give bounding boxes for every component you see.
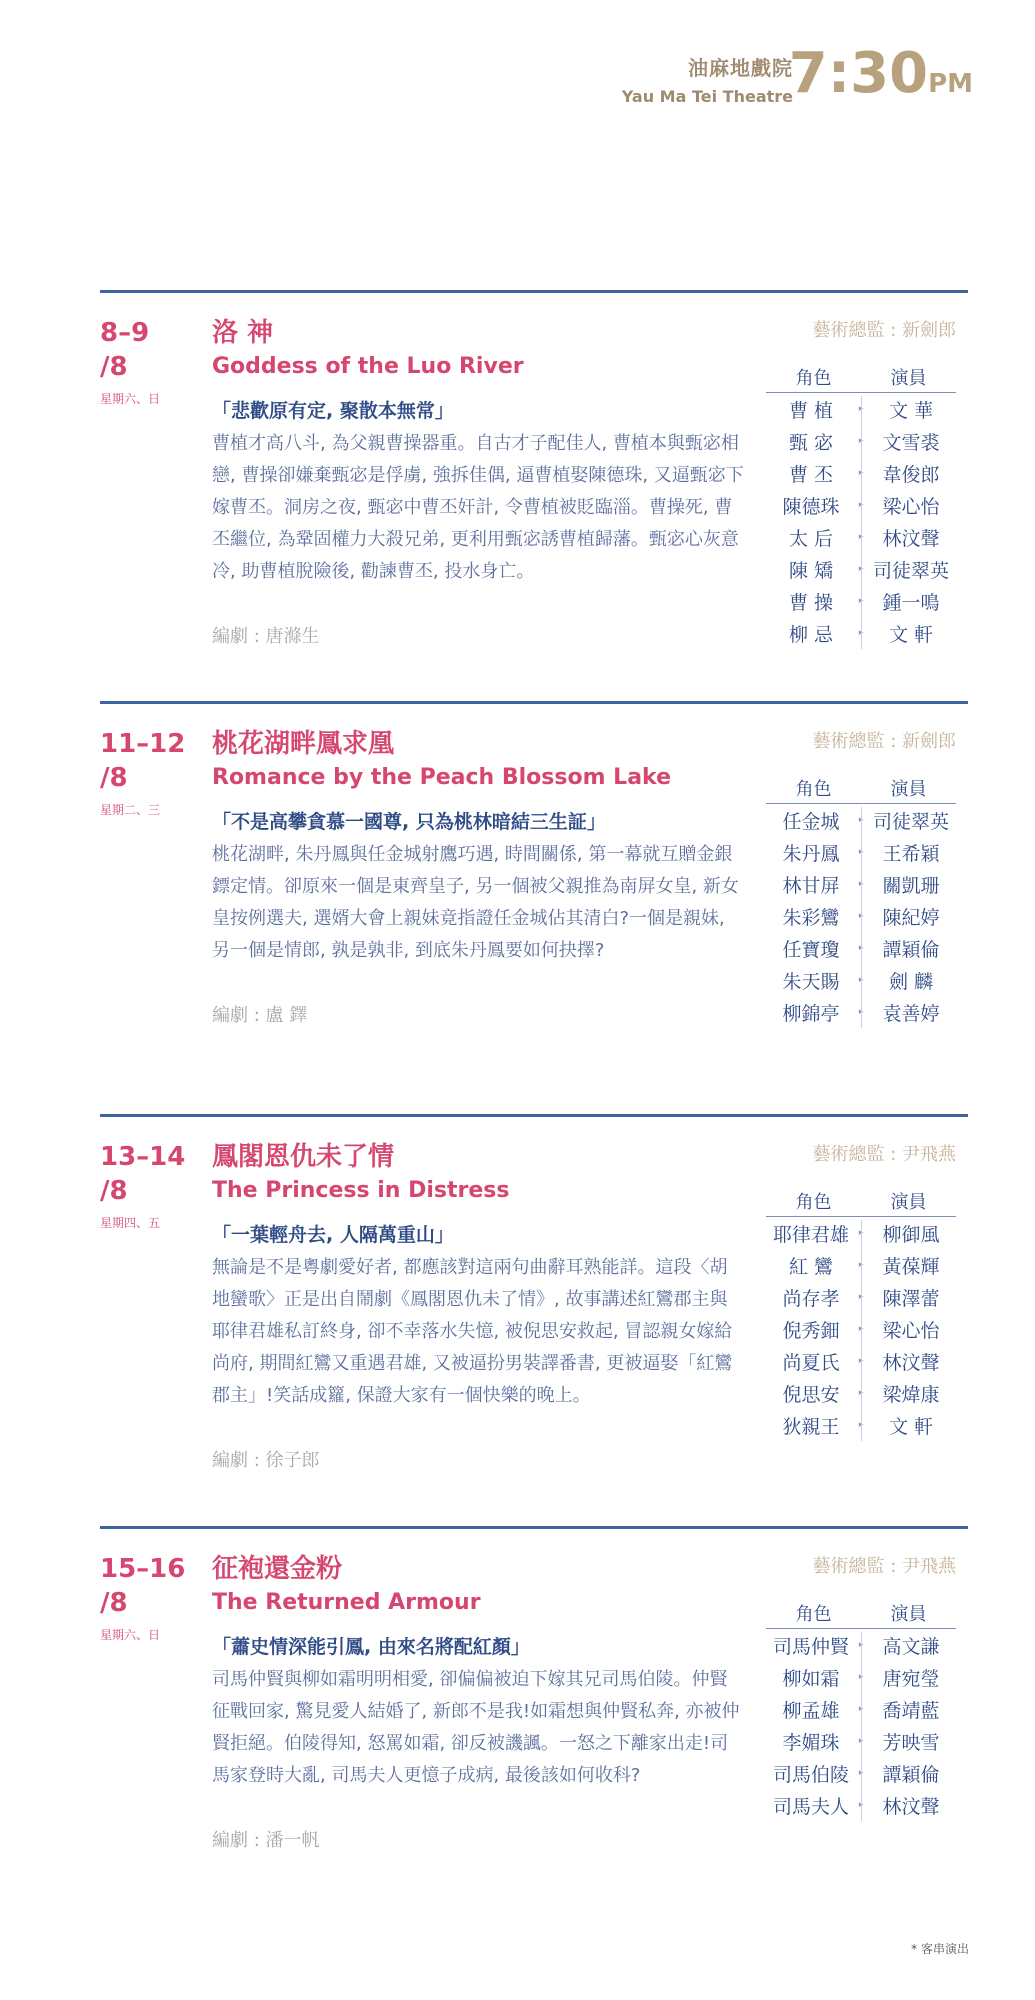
show-date-month: /8 [100, 352, 128, 382]
show-date [100, 316, 149, 384]
show-writer: 編劇 : 徐子郎 [212, 1450, 320, 1471]
cast-actor: 譚穎倫 [882, 1763, 940, 1786]
show-title-en: The Princess in Distress [212, 1178, 510, 1203]
cast-role: 倪秀鈿 [782, 1319, 840, 1342]
arrow-icon: ▸ [858, 1007, 864, 1017]
cast-actor: 陳紀婷 [882, 906, 940, 929]
cast-role-header: 角色 [795, 779, 832, 800]
arrow-icon: ▸ [858, 404, 864, 414]
arrow-icon: ▸ [858, 975, 864, 985]
show-tagline: 「一葉輕舟去, 人隔萬重山」 [212, 1224, 454, 1246]
venue-name-en: Yau Ma Tei Theatre [621, 87, 793, 106]
artistic-director: 藝術總監 : 尹飛燕 [812, 1556, 956, 1577]
cast-divider [861, 1632, 862, 1821]
show-time-suffix: PM [928, 69, 973, 99]
show-title-en: Romance by the Peach Blossom Lake [212, 765, 672, 790]
arrow-icon: ▸ [858, 1388, 864, 1398]
cast-actor: 文雪裘 [882, 431, 940, 454]
cast-actor: 司徒翠英 [872, 810, 949, 833]
artistic-director: 藝術總監 : 新劍郎 [812, 731, 956, 752]
show-writer: 編劇 : 唐滌生 [212, 626, 320, 647]
show-date-month: /8 [100, 1588, 128, 1618]
arrow-icon: ▸ [858, 628, 864, 638]
arrow-icon: ▸ [858, 815, 864, 825]
show-date [100, 727, 185, 795]
cast-actor: 梁煒康 [882, 1383, 940, 1406]
artistic-director: 藝術總監 : 新劍郎 [812, 320, 956, 341]
cast-actor: 陳澤蕾 [882, 1287, 940, 1310]
cast-header [766, 775, 956, 804]
cast-actor-header: 演員 [890, 368, 927, 389]
show-entry [100, 1526, 968, 1906]
cast-role: 曹 操 [788, 591, 834, 614]
show-date-days: 15–16 [100, 1554, 186, 1584]
arrow-icon: ▸ [858, 911, 864, 921]
cast-actor: 文 軒 [888, 1415, 934, 1438]
venue-name-zh: 油麻地戲院 [688, 56, 793, 80]
cast-actor: 文 軒 [888, 623, 934, 646]
cast-actor: 袁善婷 [882, 1002, 940, 1025]
arrow-icon: ▸ [858, 596, 864, 606]
show-title-zh: 洛 神 [212, 318, 274, 348]
section-divider [100, 290, 968, 293]
arrow-icon: ▸ [858, 1768, 864, 1778]
show-weekday: 星期二、三 [100, 803, 161, 817]
show-title-zh: 桃花湖畔鳳求凰 [212, 729, 395, 759]
cast-role: 李媚珠 [782, 1731, 840, 1754]
show-weekday: 星期六、日 [100, 1628, 161, 1642]
cast-role: 尚夏氏 [782, 1351, 840, 1374]
cast-role: 司馬夫人 [772, 1795, 849, 1818]
arrow-icon: ▸ [858, 500, 864, 510]
show-tagline: 「悲歡原有定, 聚散本無常」 [212, 400, 454, 422]
show-entry [100, 1114, 968, 1514]
cast-actor: 王希穎 [882, 842, 940, 865]
show-synopsis: 司馬仲賢與柳如霜明明相愛, 卻偏偏被迫下嫁其兄司馬伯陵。仲賢征戰回家, 驚見愛人結婚了, 新郎不是我!如霜想與仲賢私奔, 亦被仲賢拒絕。伯陵得知, 怒罵如霜, 卻反被譏諷。一怒之下離家出走!司馬家登時大亂, 司馬夫人更憶子成病, 最後該如何收科? [212, 1669, 740, 1786]
cast-header [766, 1600, 956, 1629]
cast-role: 陳德珠 [782, 495, 840, 518]
cast-role: 司馬仲賢 [772, 1635, 849, 1658]
cast-role: 任金城 [782, 810, 840, 833]
cast-actor: 林汶聲 [882, 527, 940, 550]
cast-header [766, 1188, 956, 1217]
cast-role: 任寶瓊 [782, 938, 840, 961]
arrow-icon: ▸ [858, 468, 864, 478]
show-time [788, 41, 973, 106]
cast-divider [861, 396, 862, 649]
cast-role: 朱丹鳳 [782, 842, 840, 865]
show-tagline: 「蕭史情深能引鳳, 由來名將配紅顏」 [212, 1636, 530, 1658]
show-date-month: /8 [100, 1176, 128, 1206]
cast-role: 曹 丕 [788, 463, 834, 486]
arrow-icon: ▸ [858, 1800, 864, 1810]
section-divider [100, 1114, 968, 1117]
cast-table [766, 1188, 956, 1441]
cast-actor: 文 華 [888, 399, 934, 422]
cast-role: 狄親王 [782, 1415, 840, 1438]
show-title-zh: 征袍還金粉 [212, 1554, 343, 1584]
show-synopsis: 曹植才高八斗, 為父親曹操器重。自古才子配佳人, 曹植本與甄宓相戀, 曹操卻嫌棄甄宓是俘虜, 強拆佳偶, 逼曹植娶陳德珠, 又逼甄宓下嫁曹丕。洞房之夜, 甄宓中曹丕奸計, 令曹植被貶臨淄。曹操死, 曹丕繼位, 為鞏固權力大殺兄弟, 更利用甄宓誘曹植歸藩。甄宓心灰意冷, 助曹植脫險後, 勸諫曹丕, 投水身亡。 [212, 433, 744, 582]
cast-actor-header: 演員 [890, 1192, 927, 1213]
cast-role: 朱彩鸞 [782, 906, 840, 929]
footnote: * 客串演出 [911, 1942, 969, 1956]
show-date-days: 11–12 [100, 729, 186, 759]
arrow-icon: ▸ [858, 1324, 864, 1334]
show-synopsis: 無論是不是粵劇愛好者, 都應該對這兩句曲辭耳熟能詳。這段〈胡地蠻歌〉正是出自鬧劇《鳳閣恩仇未了情》, 故事講述紅鸞郡主與耶律君雄私訂終身, 卻不幸落水失憶, 被倪思安救起, 冒認親女嫁給尚府, 期間紅鸞又重遇君雄, 又被逼扮男裝譯番書, 更被逼娶「紅鸞郡主」!笑話成籮, 保證大家有一個快樂的晚上。 [212, 1257, 733, 1406]
arrow-icon: ▸ [858, 1704, 864, 1714]
cast-actor: 高文謙 [882, 1635, 940, 1658]
cast-role: 柳孟雄 [782, 1699, 840, 1722]
cast-actor: 芳映雪 [882, 1731, 940, 1754]
arrow-icon: ▸ [858, 943, 864, 953]
cast-role: 曹 植 [788, 399, 834, 422]
cast-role: 陳 矯 [788, 559, 834, 582]
cast-role-header: 角色 [795, 1604, 832, 1625]
arrow-icon: ▸ [858, 532, 864, 542]
show-title-zh: 鳳閣恩仇未了情 [212, 1142, 395, 1172]
cast-actor: 林汶聲 [882, 1795, 940, 1818]
cast-role: 柳 忌 [788, 623, 834, 646]
cast-role: 倪思安 [782, 1383, 840, 1406]
arrow-icon: ▸ [858, 1420, 864, 1430]
cast-actor: 唐宛瑩 [882, 1667, 940, 1690]
show-writer: 編劇 : 潘一帆 [212, 1830, 320, 1851]
cast-actor: 劍 麟 [888, 970, 934, 993]
cast-role: 太 后 [788, 527, 834, 550]
show-date-days: 8–9 [100, 318, 150, 348]
show-weekday: 星期四、五 [100, 1216, 161, 1230]
arrow-icon: ▸ [858, 436, 864, 446]
cast-actor: 韋俊郎 [882, 463, 940, 486]
show-entry [100, 701, 968, 1101]
cast-role: 林甘屏 [782, 874, 840, 897]
arrow-icon: ▸ [858, 1292, 864, 1302]
arrow-icon: ▸ [858, 1228, 864, 1238]
cast-actor: 鍾一鳴 [882, 591, 940, 614]
artistic-director: 藝術總監 : 尹飛燕 [812, 1144, 956, 1165]
cast-role: 尚存孝 [782, 1287, 840, 1310]
show-weekday: 星期六、日 [100, 392, 161, 406]
show-title-en: Goddess of the Luo River [212, 354, 524, 379]
show-entry [100, 290, 968, 690]
cast-role: 朱天賜 [782, 970, 840, 993]
cast-table [766, 364, 956, 649]
cast-role-header: 角色 [795, 368, 832, 389]
cast-actor-header: 演員 [890, 779, 927, 800]
show-tagline: 「不是高攀貪慕一國尊, 只為桃林暗結三生証」 [212, 811, 606, 833]
arrow-icon: ▸ [858, 1356, 864, 1366]
section-divider [100, 1526, 968, 1529]
cast-actor: 柳御風 [882, 1223, 940, 1246]
cast-role: 柳如霜 [782, 1667, 840, 1690]
arrow-icon: ▸ [858, 564, 864, 574]
cast-actor: 關凱珊 [882, 874, 940, 897]
cast-actor: 梁心怡 [882, 495, 940, 518]
cast-actor: 司徒翠英 [872, 559, 949, 582]
show-synopsis: 桃花湖畔, 朱丹鳳與任金城射鷹巧遇, 時間關係, 第一幕就互贈金銀鏢定情。卻原來一個是東齊皇子, 另一個被父親推為南屏女皇, 新女皇按例選夫, 選婿大會上親妹竟指證任金城佔其清白?一個是親妹, 另一個是情郎, 孰是孰非, 到底朱丹鳳要如何抉擇? [212, 844, 739, 961]
arrow-icon: ▸ [858, 1672, 864, 1682]
arrow-icon: ▸ [858, 1260, 864, 1270]
cast-role: 司馬伯陵 [772, 1763, 849, 1786]
cast-role: 甄 宓 [788, 431, 834, 454]
cast-role: 紅 鸞 [788, 1255, 834, 1278]
show-date [100, 1140, 185, 1208]
cast-actor: 喬靖藍 [882, 1699, 940, 1722]
arrow-icon: ▸ [858, 1736, 864, 1746]
cast-actor: 林汶聲 [882, 1351, 940, 1374]
cast-actor-header: 演員 [890, 1604, 927, 1625]
cast-actor: 譚穎倫 [882, 938, 940, 961]
cast-role: 耶律君雄 [772, 1223, 849, 1246]
arrow-icon: ▸ [858, 847, 864, 857]
cast-divider [861, 1220, 862, 1441]
show-date-days: 13–14 [100, 1142, 186, 1172]
show-date-month: /8 [100, 763, 128, 793]
show-title-en: The Returned Armour [212, 1590, 481, 1615]
show-time-value: 7:30 [788, 41, 929, 106]
cast-role: 柳錦亭 [782, 1002, 840, 1025]
show-writer: 編劇 : 盧 鐸 [212, 1005, 308, 1026]
cast-divider [861, 807, 862, 1028]
cast-table [766, 1600, 956, 1821]
arrow-icon: ▸ [858, 1640, 864, 1650]
section-divider [100, 701, 968, 704]
cast-header [766, 364, 956, 393]
arrow-icon: ▸ [858, 879, 864, 889]
show-date [100, 1552, 185, 1620]
cast-actor: 黃葆輝 [882, 1255, 940, 1278]
venue [622, 52, 793, 106]
cast-table [766, 775, 956, 1028]
cast-actor: 梁心怡 [882, 1319, 940, 1342]
cast-role-header: 角色 [795, 1192, 832, 1213]
